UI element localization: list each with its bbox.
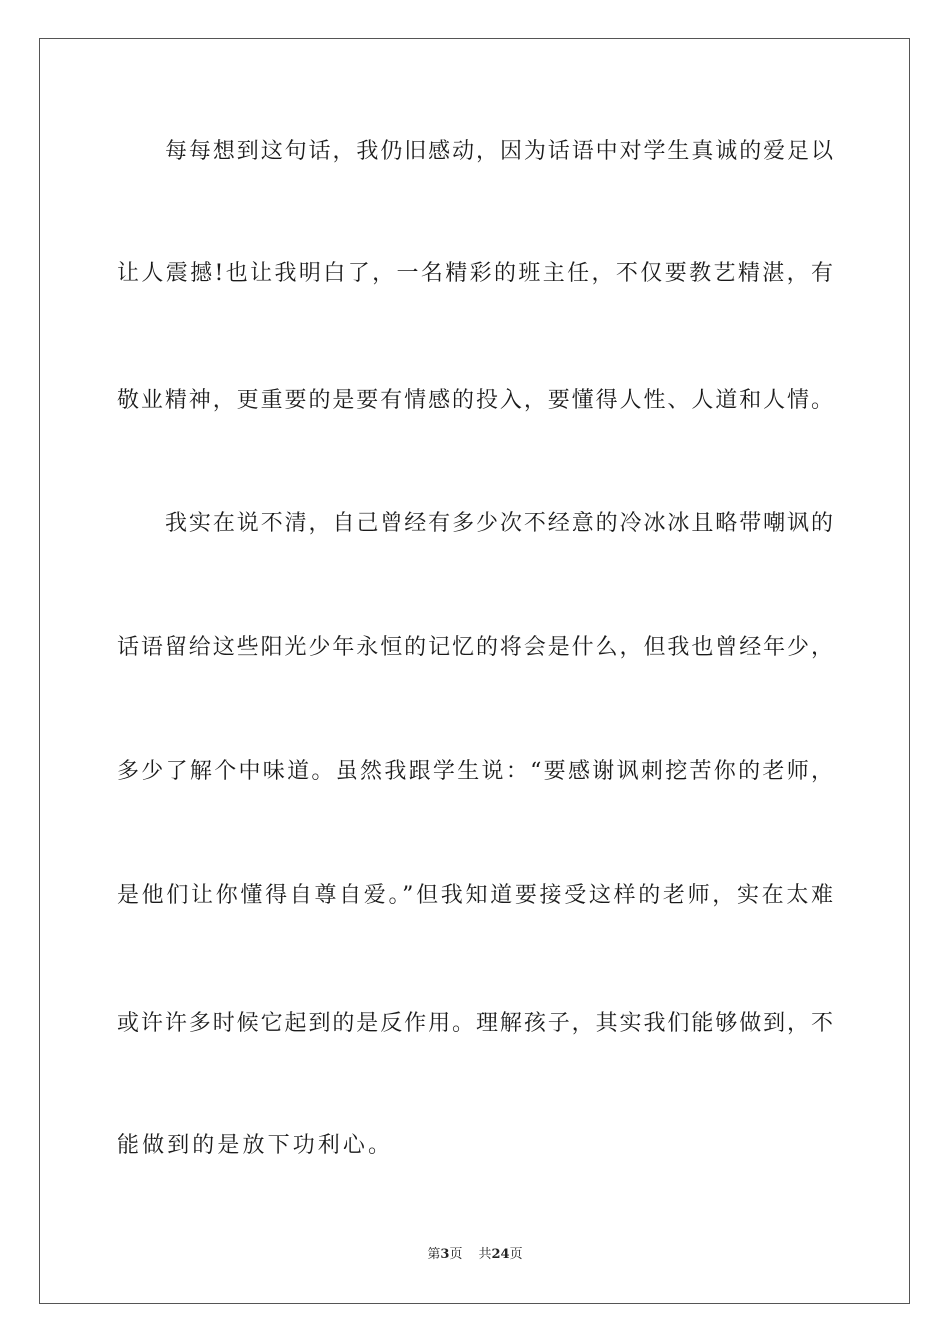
paragraph-1-line-3: 敬业精神，更重要的是要有情感的投入，要懂得人性、人道和人情。 (117, 388, 833, 413)
total-prefix: 共 (478, 1247, 492, 1262)
paragraph-2-line-3: 多少了解个中味道。虽然我跟学生说：“要感谢讽刺挖苦你的老师， (117, 759, 833, 784)
page-border (39, 38, 910, 1304)
paragraph-2-line-5: 或许许多时候它起到的是反作用。理解孩子，其实我们能够做到，不 (117, 1011, 833, 1036)
page-prefix: 第 (427, 1247, 441, 1262)
page-suffix: 页 (449, 1247, 463, 1262)
paragraph-2-line-2: 话语留给这些阳光少年永恒的记忆的将会是什么，但我也曾经年少， (117, 635, 833, 660)
total-suffix: 页 (509, 1247, 523, 1262)
total-pages: 24 (491, 1247, 510, 1262)
paragraph-2-line-4: 是他们让你懂得自尊自爱。”但我知道要接受这样的老师，实在太难 (117, 883, 833, 908)
paragraph-2-line-1: 我实在说不清，自己曾经有多少次不经意的冷冰冰且略带嘲讽的 (165, 511, 833, 536)
paragraph-1-line-1: 每每想到这句话，我仍旧感动，因为话语中对学生真诚的爱足以 (165, 139, 833, 164)
paragraph-1-line-2: 让人震撼!也让我明白了，一名精彩的班主任，不仅要教艺精湛，有 (117, 261, 833, 286)
paragraph-2-line-6: 能做到的是放下功利心。 (117, 1133, 394, 1158)
page-number: 3 (440, 1247, 450, 1262)
page-footer (0, 1246, 950, 1264)
